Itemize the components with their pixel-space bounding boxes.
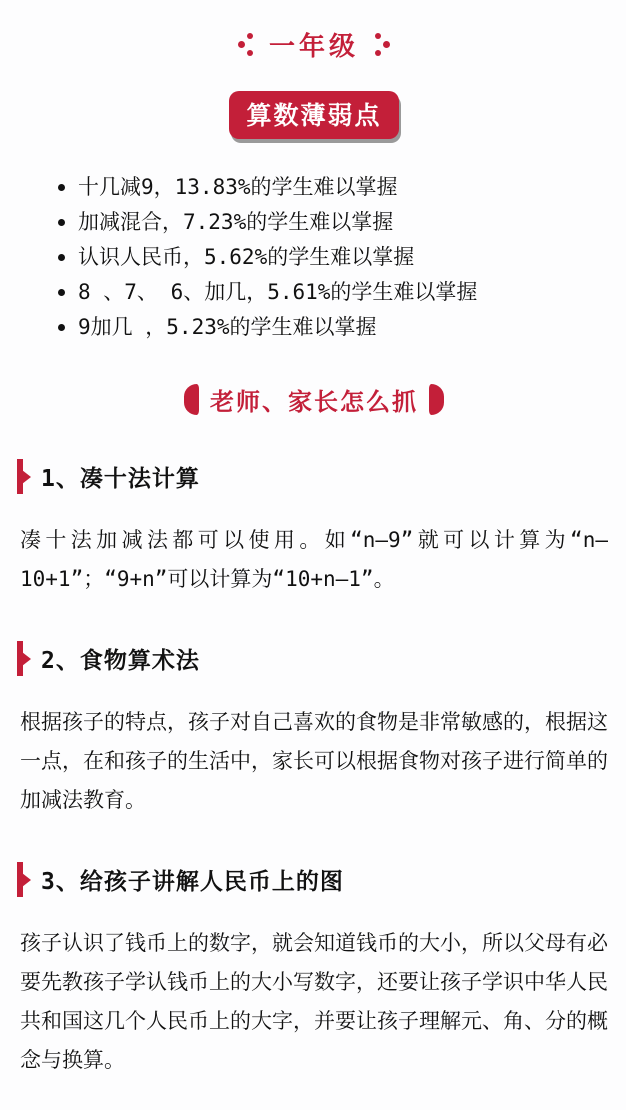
flag-marker-icon bbox=[17, 641, 23, 676]
badge-row bbox=[20, 91, 608, 139]
section-3 bbox=[20, 862, 608, 1080]
list-item bbox=[58, 282, 608, 303]
section-header-title: 老师、家长怎么抓 bbox=[210, 388, 418, 416]
bullet-dot-icon bbox=[58, 289, 65, 296]
list-item bbox=[58, 212, 608, 233]
triple-dots-left-icon bbox=[238, 33, 253, 56]
section-header bbox=[20, 382, 608, 417]
weak-points-badge: 算数薄弱点 bbox=[229, 91, 398, 139]
list-item-text: 认识人民币，5.62%的学生难以掌握 bbox=[78, 245, 415, 269]
list-item-text: 9加几 ，5.23%的学生难以掌握 bbox=[78, 315, 377, 339]
section-heading-text: 3、给孩子讲解人民币上的图 bbox=[41, 869, 344, 895]
section-1 bbox=[20, 459, 608, 599]
list-item bbox=[58, 317, 608, 338]
list-item bbox=[58, 247, 608, 268]
flag-marker-icon bbox=[17, 459, 23, 494]
bullet-dot-icon bbox=[58, 254, 65, 261]
half-circle-right-icon bbox=[429, 384, 444, 415]
weak-points-list bbox=[58, 177, 608, 338]
page-title: 一年级 bbox=[268, 32, 359, 62]
section-2 bbox=[20, 641, 608, 820]
list-item-text: 8 、7、 6、加几，5.61%的学生难以掌握 bbox=[78, 280, 478, 304]
list-item bbox=[58, 177, 608, 198]
bullet-dot-icon bbox=[58, 184, 65, 191]
list-item-text: 加减混合，7.23%的学生难以掌握 bbox=[78, 210, 394, 234]
section-paragraph: 根据孩子的特点，孩子对自己喜欢的食物是非常敏感的，根据这一点，在和孩子的生活中，家长可以根据食物对孩子进行简单的加减法教育。 bbox=[20, 710, 608, 812]
bullet-dot-icon bbox=[58, 324, 65, 331]
section-heading bbox=[20, 641, 608, 676]
section-heading-text: 1、凑十法计算 bbox=[41, 466, 200, 492]
flag-marker-icon bbox=[17, 862, 23, 897]
half-circle-left-icon bbox=[184, 384, 199, 415]
section-heading bbox=[20, 459, 608, 494]
section-paragraph: 孩子认识了钱币上的数字，就会知道钱币的大小，所以父母有必要先教孩子学认钱币上的大小写数字，还要让孩子学识中华人民共和国这几个人民币上的大字，并要让孩子理解元、角、分的概念与换算。 bbox=[20, 931, 608, 1072]
section-heading-text: 2、食物算术法 bbox=[41, 648, 200, 674]
section-paragraph: 凑十法加减法都可以使用。如“n—9”就可以计算为“n—10+1”；“9+n”可以计算为“10+n—1”。 bbox=[20, 528, 608, 591]
page-title-row bbox=[20, 26, 608, 63]
bullet-dot-icon bbox=[58, 219, 65, 226]
section-heading bbox=[20, 862, 608, 897]
triple-dots-right-icon bbox=[375, 33, 390, 56]
list-item-text: 十几减9，13.83%的学生难以掌握 bbox=[78, 175, 398, 199]
